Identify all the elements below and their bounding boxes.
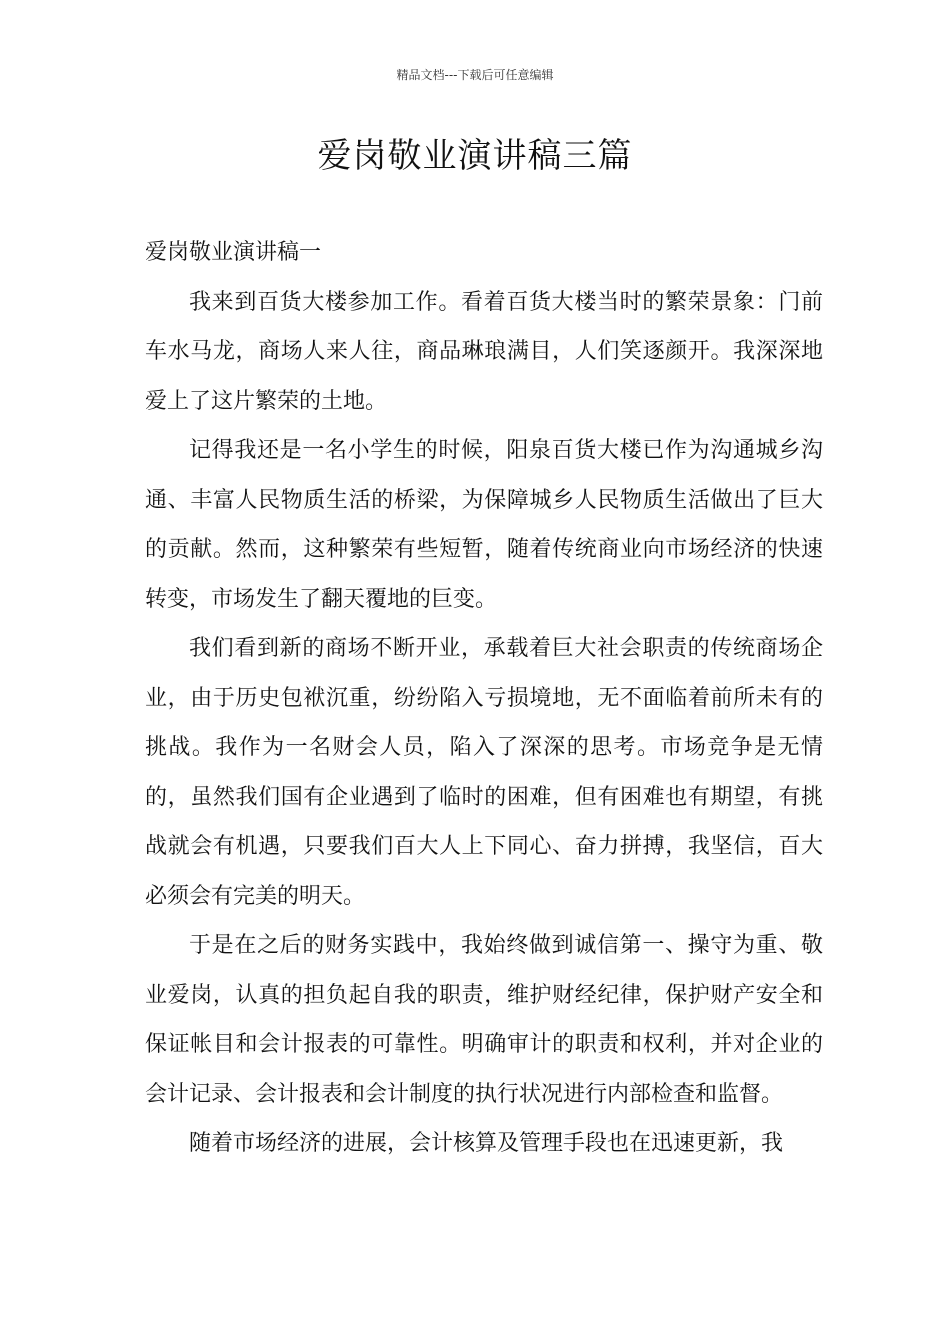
- body-paragraph: 我来到百货大楼参加工作。看着百货大楼当时的繁荣景象：门前车水马龙，商场人来人往，商品琳琅满目，人们笑逐颜开。我深深地爱上了这片繁荣的土地。: [145, 289, 823, 414]
- document-title: 爱岗敬业演讲稿三篇: [317, 136, 633, 176]
- document-body: [145, 228, 823, 1169]
- document-header-note: 精品文档---下载后可任意编辑: [396, 68, 554, 82]
- section-heading: 爱岗敬业演讲稿一: [145, 240, 322, 265]
- body-paragraph: 我们看到新的商场不断开业，承载着巨大社会职责的传统商场企业，由于历史包袱沉重，纷纷陷入亏损境地，无不面临着前所未有的挑战。我作为一名财会人员，陷入了深深的思考。市场竞争是无情的，虽然我们国有企业遇到了临时的困难，但有困难也有期望，有挑战就会有机遇，只要我们百大人上下同心、奋力拼搏，我坚信，百大必须会有完美的明天。: [145, 636, 823, 909]
- body-paragraph: 于是在之后的财务实践中，我始终做到诚信第一、操守为重、敬业爱岗，认真的担负起自我的职责，维护财经纪律，保护财产安全和保证帐目和会计报表的可靠性。明确审计的职责和权利，并对企业的会计记录、会计报表和会计制度的执行状况进行内部检查和监督。: [145, 933, 823, 1107]
- body-paragraph: 随着市场经济的进展，会计核算及管理手段也在迅速更新，我: [189, 1131, 784, 1156]
- body-paragraph: 记得我还是一名小学生的时候，阳泉百货大楼已作为沟通城乡沟通、丰富人民物质生活的桥梁，为保障城乡人民物质生活做出了巨大的贡献。然而，这种繁荣有些短暂，随着传统商业向市场经济的快速转变，市场发生了翻天覆地的巨变。: [145, 438, 823, 612]
